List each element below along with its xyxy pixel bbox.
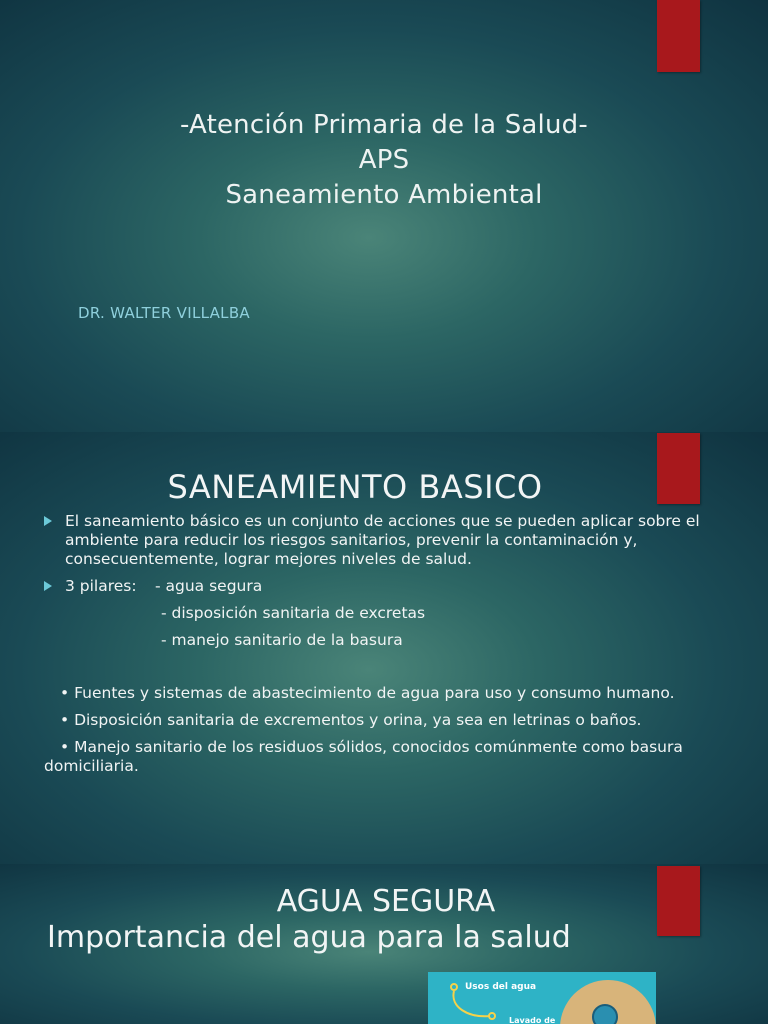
pilar-item: - disposición sanitaria de excretas [161,604,426,622]
bullet-arrow-icon [44,516,52,526]
pilares-label: 3 pilares: [65,577,137,595]
water-uses-image [428,972,656,1024]
image-label: Usos del agua [465,982,537,992]
dot-item: • Manejo sanitario de los residuos sólidos, conocidos comúnmente como basura domiciliaria. [44,738,683,775]
slide-subheading: Importancia del agua para la salud [47,920,571,955]
bullet-text: El saneamiento básico es un conjunto de acciones que se pueden aplicar sobre el ambiente para reducir los riesgos sanitarios, prevenir la contaminación y, consecuentemente, lograr mejores niveles de salud. [65,512,700,568]
bullet-definition [44,512,744,569]
bullet-arrow-icon [44,581,52,591]
slide-saneamiento-basico [0,432,768,864]
slide-accent-tab [657,0,700,72]
title-line-3: Saneamiento Ambiental [225,180,543,210]
slide-agua-segura [0,864,768,1024]
image-label: Lavado de [509,1016,556,1024]
pilar-row [44,631,744,650]
dot-list [44,684,744,776]
pilar-item: - agua segura [155,577,263,595]
title-line-1: -Atención Primaria de la Salud- [180,110,588,140]
presentation-title [0,108,768,213]
pilar-row [44,604,744,623]
dot-item: • Disposición sanitaria de excrementos y orina, ya sea en letrinas o baños. [60,711,642,729]
slide-heading: SANEAMIENTO BASICO [167,468,543,506]
slide-body [44,512,744,784]
bullet-pilares [44,577,744,596]
slide-title [0,0,768,432]
title-line-2: APS [358,145,410,175]
pilar-item: - manejo sanitario de la basura [161,631,403,649]
author-name: DR. WALTER VILLALBA [78,304,250,322]
slide-heading: AGUA SEGURA [276,884,496,919]
dot-item: • Fuentes y sistemas de abastecimiento de agua para uso y consumo humano. [60,684,675,702]
